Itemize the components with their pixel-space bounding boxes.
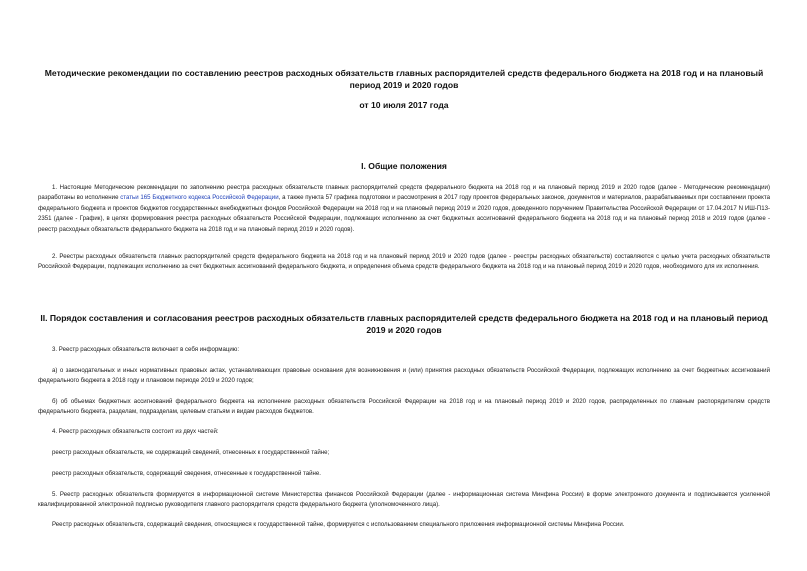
paragraph-4a: реестр расходных обязательств, не содержащий сведений, отнесенных к государственной тайне; [52,449,330,456]
paragraph-1 [38,183,770,235]
paragraph-6: Реестр расходных обязательств, содержащий сведения, относящиеся к государственной тайне, формируется с использованием специального приложения информационной системы Минфина России. [52,521,625,528]
document-date: от 10 июля 2017 года [359,100,449,110]
budget-code-article-link[interactable]: статьи 165 Бюджетного кодекса Российской Федерации [120,194,279,202]
paragraph-1-text-start: 1. Настоящие Методические рекомендации по заполнению реестра расходных обязательств главных распорядителей средств федерального бюджета на 2018 год и на плановый период 2019 и 2020 годов (далее - Методические рекомендации) разработаны во исполнение [38,184,770,202]
paragraph-3b: б) об объемах бюджетных ассигнований федерального бюджета на исполнение расходных обязательств Российской Федерации на 2018 год и на плановый период 2019 и 2020 годов, распределенных по главным распорядителям средств федерального бюджета, разделам, подразделам, целевым статьям и видам расходов бюджетов. [38,398,770,416]
section-1-heading: I. Общие положения [361,161,447,171]
document-title: Методические рекомендации по составлению реестров расходных обязательств главных распорядителей средств федерального бюджета на 2018 год и на плановый период 2019 и 2020 годов [44,68,764,90]
paragraph-2: 2. Реестры расходных обязательств главных распорядителей средств федерального бюджета на 2018 год и на плановый период 2019 и 2020 годов (далее - реестры расходных обязательств) составляются с целью учета расходных обязательств Российской Федерации, подлежащих исполнению за счет бюджетных ассигнований федерального бюджета, и определения объема средств федерального бюджета на 2018 год и на плановый период 2019 и 2020 годов, необходимого для их исполнения. [38,253,770,271]
paragraph-1-text-end: , а также пункта 57 графика подготовки и рассмотрения в 2017 году проектов федеральных законов, документов и материалов, разрабатываемых при составлении проекта федерального бюджета и проектов бюджетов государственных внебюджетных фондов Российской Федерации на 2018 год и на плановый период 2019 и 2020 годов, доведенного поручением Правительства Российской Федерации от 17.04.2017 N ИШ-П13-2351 (далее - График), в целях формирования реестра расходных обязательств Российской Федерации, подлежащих исполнению за счет бюджетных ассигнований федерального бюджета на 2018 год и на плановый период 2018 и 2019 годов (далее - реестр расходных обязательств федерального бюджета на 2018 год и на плановый период 2019 и 2020 годов). [38,194,771,233]
paragraph-3a: а) о законодательных и иных нормативных правовых актах, устанавливающих правовые основания для возникновения и (или) принятия расходных обязательств Российской Федерации, подлежащих исполнению за счет бюджетных ассигнований федерального бюджета в 2018 году и плановом периоде 2019 и 2020 годов; [38,367,770,385]
section-2-heading: II. Порядок составления и согласования реестров расходных обязательств главных распорядителей средств федерального бюджета на 2018 год и на плановый период 2019 и 2020 годов [40,313,768,335]
paragraph-3: 3. Реестр расходных обязательств включает в себя информацию: [52,346,240,353]
paragraph-4: 4. Реестр расходных обязательств состоит из двух частей: [52,428,219,435]
paragraph-4b: реестр расходных обязательств, содержащий сведения, отнесенные к государственной тайне. [52,470,322,477]
paragraph-5: 5. Реестр расходных обязательств формируется в информационной системе Министерства финансов Российской Федерации (далее - информационная система Минфина России) в форме электронного документа и подписывается усиленной квалифицированной электронной подписью руководителя главного распорядителя средств федерального бюджета (уполномоченного лица). [38,491,770,509]
